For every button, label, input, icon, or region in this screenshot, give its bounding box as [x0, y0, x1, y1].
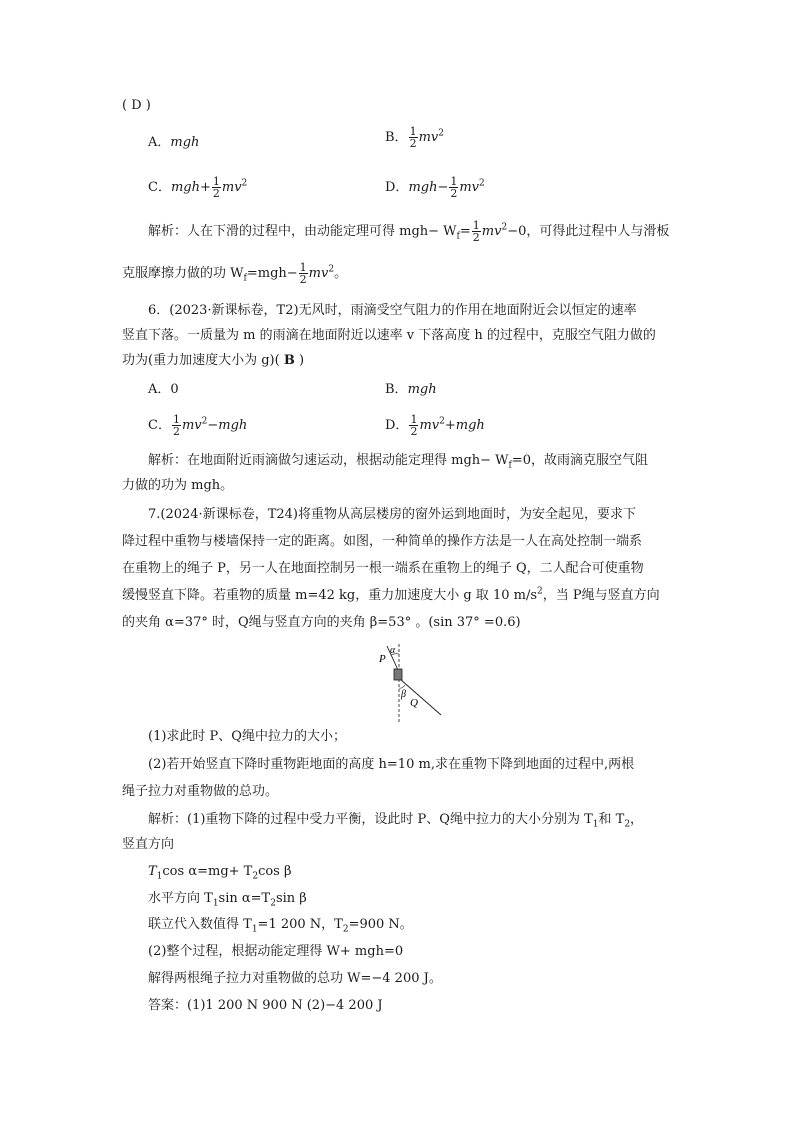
- text: cos α=mg+ T: [162, 864, 253, 879]
- q7-stem-line-4: [122, 586, 660, 606]
- superscript: 2: [438, 128, 444, 139]
- q7-solution-line-1: [148, 810, 643, 830]
- fraction: [409, 126, 418, 149]
- q7-answer: 答案：(1)1 200 N 900 N (2)−4 200 J: [148, 998, 383, 1013]
- q7-equation-4: (2)整个过程，根据动能定理得 W+ mgh=0: [148, 944, 404, 959]
- option-text: mgh−: [408, 180, 449, 195]
- text: mv: [481, 224, 502, 239]
- q5-option-d: [385, 176, 485, 199]
- q7-equation-5: 解得两根绳子拉力对重物做的总功 W=−4 200 J。: [148, 971, 442, 986]
- text: 解析：在地面附近雨滴做匀速运动，根据动能定理得 mgh− W: [148, 453, 509, 468]
- option-label: D．: [385, 180, 409, 195]
- subscript: f: [456, 231, 460, 242]
- q7-stem-line-1: 7.(2024·新课标卷，T24)将重物从高层楼房的窗外运到地面时，为安全起见，要求下: [148, 507, 636, 522]
- subscript: 2: [270, 898, 276, 909]
- label-p: P: [379, 653, 386, 665]
- frac-den: 2: [410, 425, 418, 438]
- text: =: [459, 224, 471, 239]
- q5-solution-line-2: [122, 262, 347, 285]
- superscript: 2: [201, 416, 208, 427]
- option-text: mgh: [170, 135, 200, 150]
- frac-num: 1: [172, 413, 180, 426]
- text: −0，可得此过程中人与滑板: [507, 224, 670, 239]
- text: 缓慢竖直下降。若重物的质量 m=42 kg，重力加速度大小 g 取 10 m/s: [122, 588, 537, 603]
- beta-arc: [399, 685, 405, 688]
- q7-subquestion-2-line-1: (2)若开始竖直下降时重物距地面的高度 h=10 m,求在重物下降到地面的过程中,两根: [148, 757, 635, 772]
- superscript: 2: [537, 586, 543, 597]
- frac-den: 2: [299, 273, 307, 286]
- subscript: 2: [624, 819, 631, 830]
- q7-stem-line-3: 在重物上的绳子 P，另一人在地面控制另一根一端系在重物上的绳子 Q，二人配合可使重物: [122, 561, 644, 576]
- frac-den: 2: [172, 425, 180, 438]
- text: 解析：人在下滑的过程中，由动能定理可得 mgh− W: [148, 224, 457, 239]
- text: 功为(重力加速度大小为 g)(: [122, 353, 284, 368]
- q6-stem-line-1: 6．(2023·新课标卷，T2)无风时，雨滴受空气阻力的作用在地面附近会以恒定的速率: [148, 303, 637, 318]
- subscript: 2: [252, 871, 259, 882]
- subscript: 1: [251, 924, 258, 935]
- heavy-object: [394, 669, 402, 680]
- rope-q: [400, 679, 441, 715]
- q7-stem-line-5: 的夹角 α=37° 时，Q绳与竖直方向的夹角 β=53° 。(sin 37° =0.6): [122, 615, 521, 630]
- text: ，: [630, 812, 644, 827]
- fraction: [449, 176, 458, 199]
- text: 和 T: [598, 812, 625, 827]
- q6-stem-line-3: [122, 351, 304, 371]
- superscript: 2: [439, 416, 445, 427]
- fraction: [172, 414, 181, 437]
- q6-solution-line-2: 力做的功为 mgh。: [122, 478, 234, 493]
- subscript: f: [243, 273, 247, 284]
- q6-option-a: [148, 380, 179, 400]
- subscript: 1: [592, 819, 599, 830]
- text: 。: [334, 266, 348, 281]
- superscript: 2: [328, 264, 335, 275]
- option-text: mv: [419, 418, 440, 433]
- answer-choice: B: [283, 353, 295, 368]
- subscript: 1: [156, 871, 163, 882]
- option-text: mgh: [407, 382, 437, 397]
- subscript: 2: [342, 924, 349, 935]
- q6-stem-line-2: 竖直下落。一质量为 m 的雨滴在地面附近以速率 v 下落高度 h 的过程中，克服空气阻力做的: [122, 328, 656, 343]
- option-label: A．: [148, 135, 171, 150]
- text: T: [148, 864, 157, 879]
- q5-option-b: [385, 126, 444, 149]
- text: 解析：(1)重物下降的过程中受力平衡，设此时 P、Q绳中拉力的大小分别为 T: [148, 812, 593, 827]
- option-label: C．: [148, 418, 171, 433]
- fraction: [409, 414, 418, 437]
- frac-num: 1: [410, 413, 418, 426]
- q6-option-c: [148, 414, 247, 437]
- option-label: C．: [148, 180, 171, 195]
- frac-den: 2: [472, 231, 480, 244]
- option-label: B．: [385, 382, 408, 397]
- option-text: mv: [418, 130, 439, 145]
- fraction: [212, 176, 221, 199]
- text: sin α=T: [218, 891, 271, 906]
- q7-subquestion-1: (1)求此时 P、Q绳中拉力的大小；: [148, 729, 346, 744]
- frac-num: 1: [450, 175, 458, 188]
- fraction: [299, 262, 308, 285]
- q7-equation-3: [148, 915, 413, 935]
- subscript: 1: [212, 898, 219, 909]
- option-text: mv: [459, 180, 480, 195]
- text: 联立代入数值得 T: [148, 917, 252, 932]
- superscript: 2: [479, 178, 485, 189]
- text: 水平方向 T: [148, 891, 213, 906]
- q6-option-b: [385, 380, 437, 400]
- q5-option-c: [148, 176, 247, 199]
- fraction: [472, 220, 481, 243]
- frac-num: 1: [409, 125, 417, 138]
- option-text: 0: [170, 382, 179, 397]
- q6-solution-line-1: [148, 451, 648, 471]
- option-text: mgh+: [170, 180, 211, 195]
- option-label: B．: [385, 130, 408, 145]
- option-text: −mgh: [207, 418, 248, 433]
- text: ): [294, 353, 305, 368]
- q7-solution-line-2: 竖直方向: [122, 837, 175, 852]
- frac-num: 1: [212, 175, 220, 188]
- superscript: 2: [501, 222, 508, 233]
- option-label: D．: [385, 418, 409, 433]
- subscript: f: [508, 460, 512, 471]
- rope-diagram: [365, 642, 455, 724]
- q7-equation-1: [148, 862, 292, 882]
- frac-num: 1: [472, 219, 480, 232]
- option-text: +mgh: [444, 418, 485, 433]
- text: cos β: [258, 864, 292, 879]
- q5-option-a: [148, 133, 199, 153]
- frac-den: 2: [450, 187, 458, 200]
- q5-answer-line: ( D ): [122, 98, 151, 113]
- text: =1 200 N，T: [257, 917, 343, 932]
- option-text: mv: [181, 418, 202, 433]
- frac-den: 2: [409, 137, 417, 150]
- text: 克服摩擦力做的功 W: [122, 266, 244, 281]
- text: =0，故雨滴克服空气阻: [511, 453, 649, 468]
- text: =mgh−: [246, 266, 298, 281]
- frac-num: 1: [299, 261, 307, 274]
- label-alpha: α: [390, 645, 396, 656]
- text: ，当 P绳与竖直方向: [542, 588, 660, 603]
- q6-option-d: [385, 414, 485, 437]
- text: =900 N。: [348, 917, 413, 932]
- frac-den: 2: [212, 187, 220, 200]
- label-beta: β: [401, 689, 406, 700]
- superscript: 2: [241, 178, 248, 189]
- label-q: Q: [410, 697, 418, 709]
- option-text: mv: [221, 180, 242, 195]
- option-label: A．: [148, 382, 171, 397]
- text: mv: [308, 266, 329, 281]
- q7-stem-line-2: 降过程中重物与楼墙保持一定的距离。如图，一种简单的操作方法是一人在高处控制一端系: [122, 534, 643, 549]
- text: sin β: [275, 891, 307, 906]
- q7-equation-2: [148, 889, 307, 909]
- q7-subquestion-2-line-2: 绳子拉力对重物做的总功。: [122, 784, 279, 799]
- q5-solution-line-1: [148, 220, 669, 243]
